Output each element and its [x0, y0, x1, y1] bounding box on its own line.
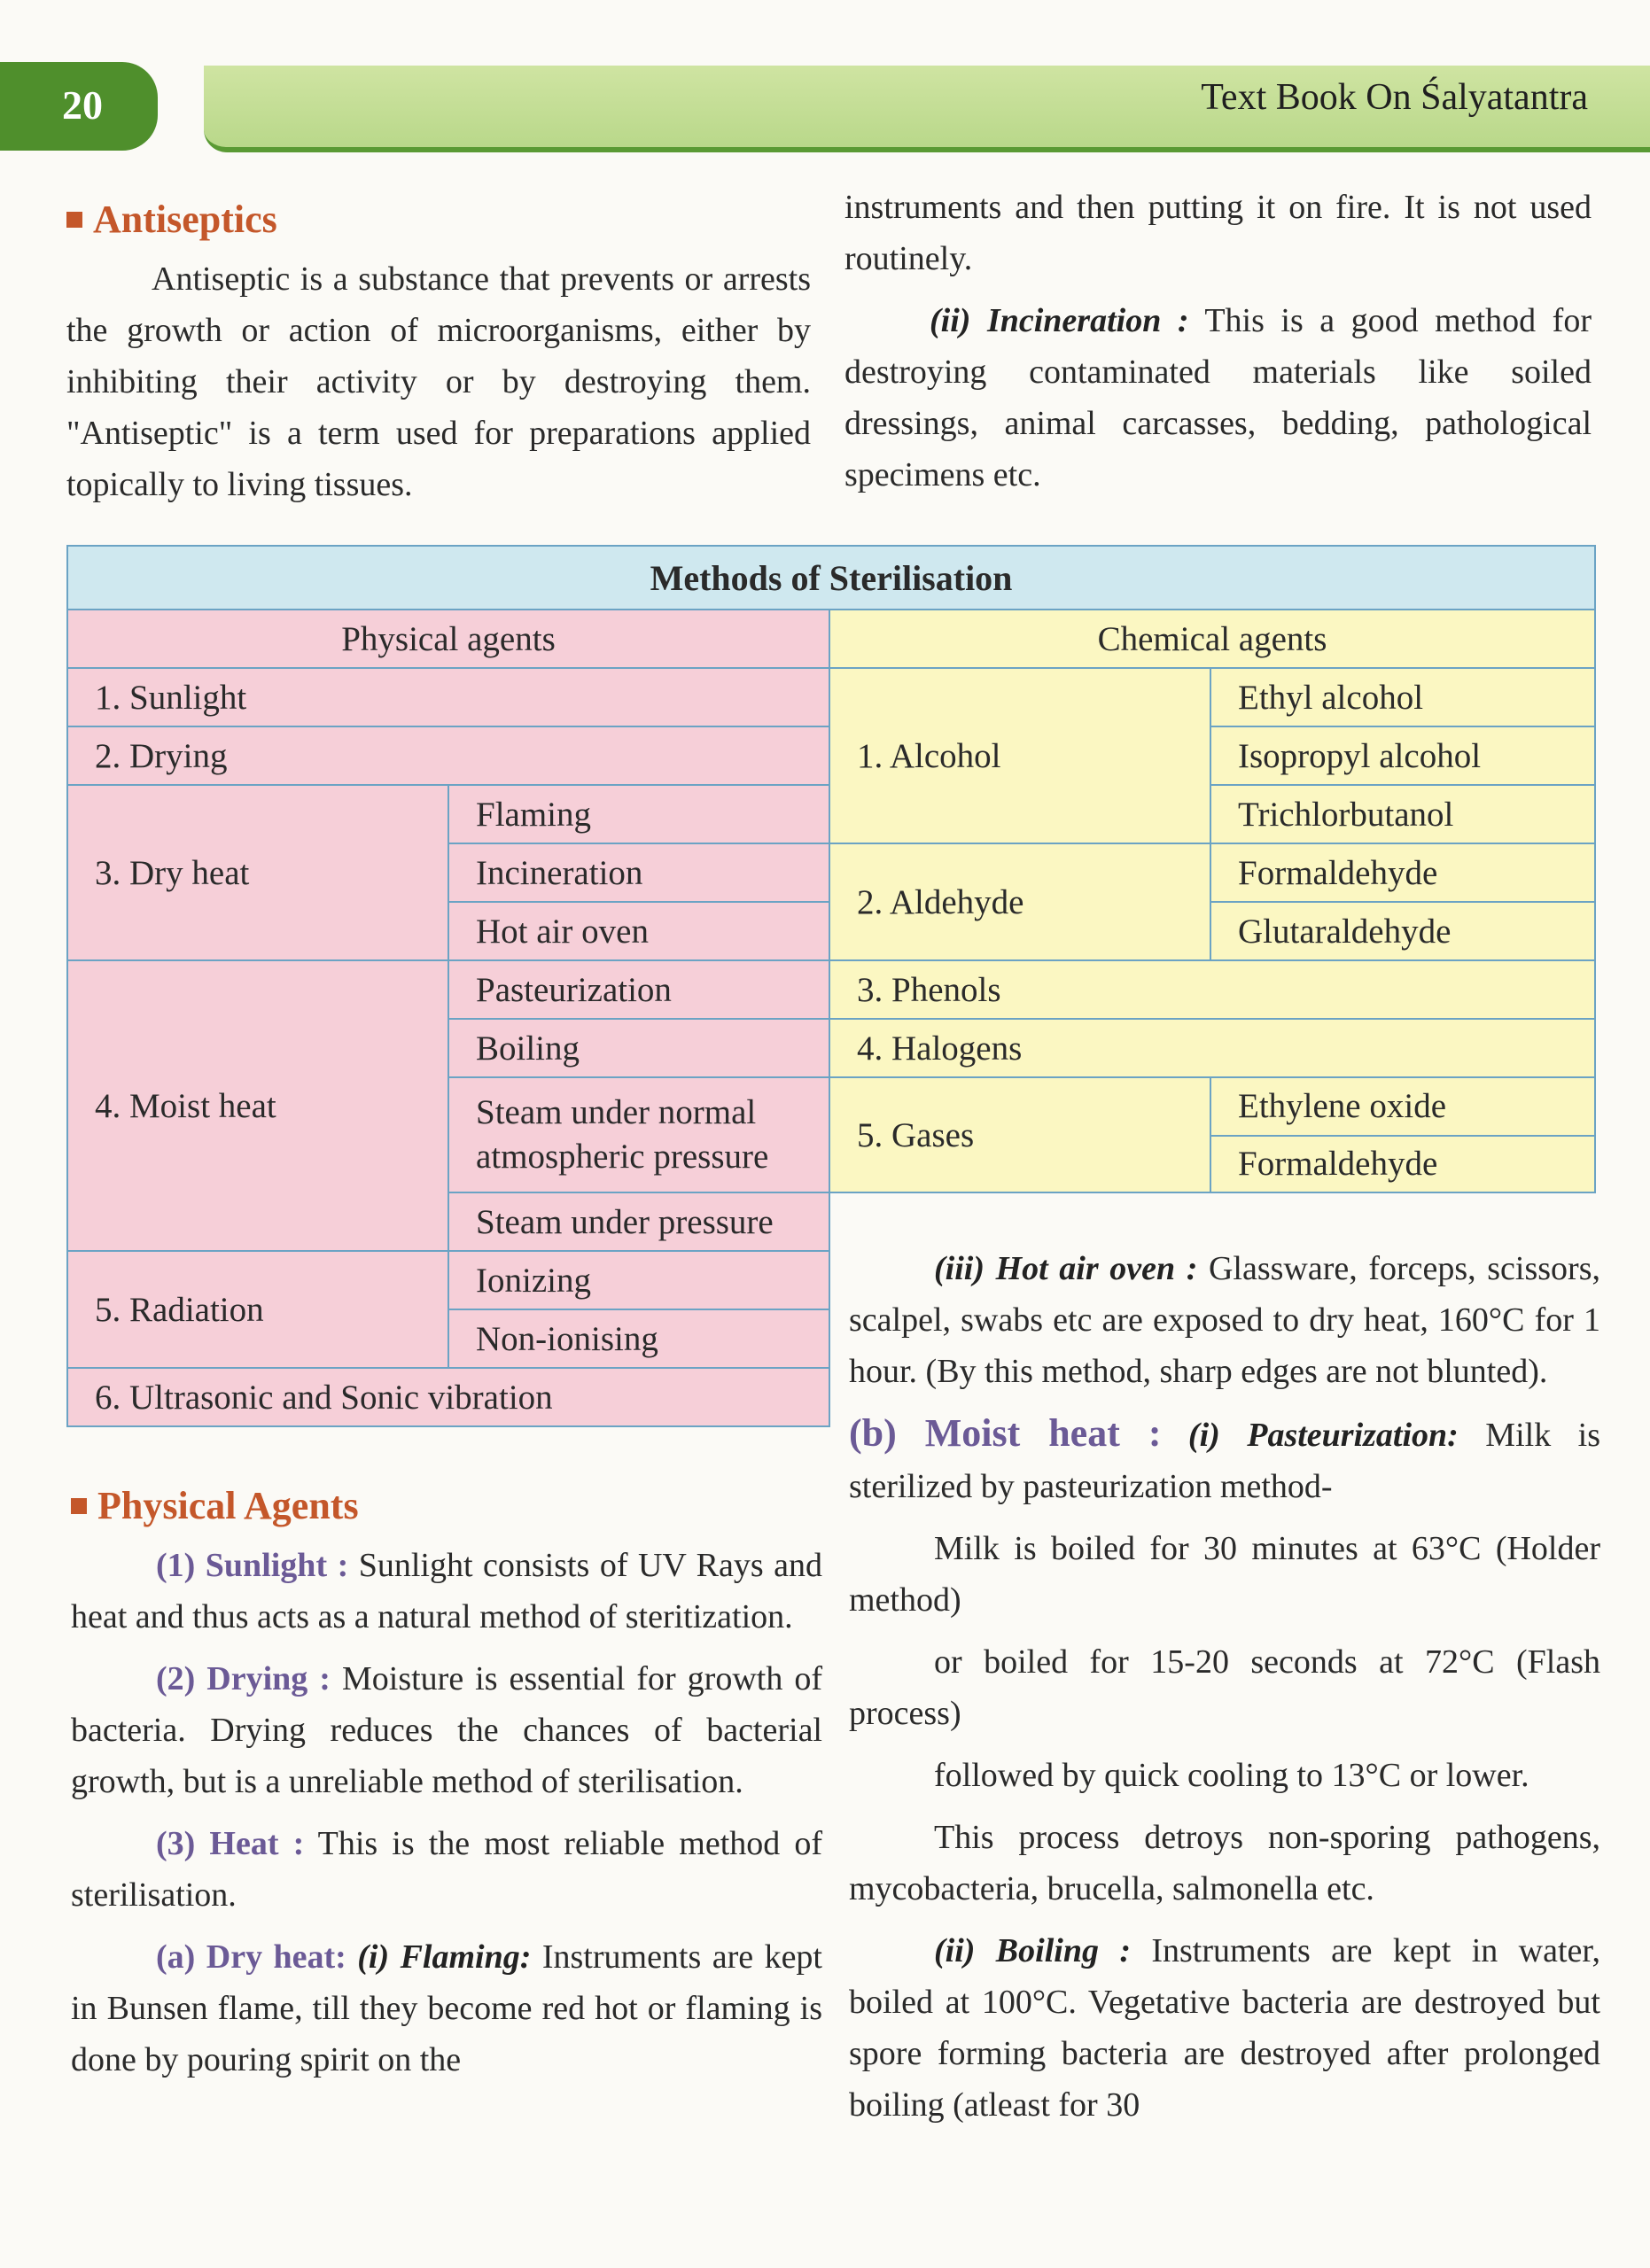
process-paragraph: This process detroys non-sporing pathogens, mycobacteria, brucella, salmonella etc. — [849, 1819, 1600, 1907]
cell-aldehyde: 2. Aldehyde — [829, 843, 1210, 960]
gases-subcells — [1210, 1077, 1595, 1192]
book-title: Text Book On Śalyatantra — [1201, 77, 1588, 118]
antiseptics-paragraph: Antiseptic is a substance that prevents or arrests the growth or action of microorganisms, either by inhibiting their activity or by destroying them. "Antiseptic" is a term used for preparations applied topically to living tissues. — [66, 260, 811, 503]
cell-hot-air-oven: Hot air oven — [448, 902, 829, 960]
square-bullet-icon — [66, 212, 82, 228]
cell-isopropyl-alcohol: Isopropyl alcohol — [1210, 726, 1595, 785]
cell-ethyl-alcohol: Ethyl alcohol — [1210, 668, 1595, 726]
dry-heat-paragraph — [71, 1931, 822, 2085]
cell-trichlorbutanol: Trichlorbutanol — [1210, 785, 1595, 843]
cooling-paragraph: followed by quick cooling to 13°C or lower. — [934, 1757, 1529, 1794]
flaming-text: Instruments are kept in Bunsen flame, till they become red hot or flaming is done by pouring spirit on the — [71, 1938, 822, 2078]
incineration-section — [844, 182, 1592, 501]
square-bullet-icon — [71, 1498, 87, 1514]
physical-agents-heading: Physical Agents — [71, 1481, 822, 1531]
antiseptics-section — [66, 195, 811, 510]
flaming-continuation: instruments and then putting it on fire. It is not used routinely. — [844, 189, 1592, 277]
table-title: Methods of Sterilisation — [67, 546, 1595, 610]
chemical-agents-header: Chemical agents — [829, 610, 1595, 668]
cell-formaldehyde-2: Formaldehyde — [1238, 1145, 1438, 1183]
cell-ethylene-oxide: Ethylene oxide — [1211, 1078, 1594, 1137]
pasteurization-label: (i) Pasteurization: — [1161, 1417, 1459, 1454]
incineration-text: This is a good method for destroying contaminated materials like soiled dressings, animal carcasses, bedding, pathological specimens etc. — [844, 302, 1592, 493]
flash-process-paragraph: or boiled for 15-20 seconds at 72°C (Flash process) — [849, 1643, 1600, 1732]
cell-drying: 2. Drying — [67, 726, 829, 785]
heat-text: This is the most reliable method of sterilisation. — [71, 1825, 822, 1914]
dry-heat-label: (a) Dry heat: — [156, 1938, 346, 1976]
sunlight-text: Sunlight consists of UV Rays and heat and thus acts as a natural method of steritization. — [71, 1547, 822, 1635]
cell-ionizing: Ionizing — [448, 1251, 829, 1309]
sunlight-label: (1) Sunlight : — [156, 1547, 349, 1584]
pasteurization-text: Milk is sterilized by pasteurization method- — [849, 1417, 1600, 1505]
cell-moist-heat: 4. Moist heat — [67, 960, 448, 1251]
cell-formaldehyde-1: Formaldehyde — [1210, 843, 1595, 902]
hot-air-oven-paragraph — [849, 1243, 1600, 1397]
moist-heat-paragraph — [849, 1408, 1600, 1512]
cell-steam-pressure: Steam under pressure — [448, 1192, 829, 1251]
incineration-paragraph — [844, 295, 1592, 501]
cell-dry-heat: 3. Dry heat — [67, 785, 448, 960]
physical-agents-header: Physical agents — [67, 610, 829, 668]
cell-alcohol: 1. Alcohol — [829, 668, 1210, 843]
antiseptics-heading: Antiseptics — [66, 195, 811, 245]
heat-paragraph — [71, 1818, 822, 1921]
cell-ultrasonic: 6. Ultrasonic and Sonic vibration — [67, 1368, 829, 1426]
heat-methods-section — [849, 1243, 1600, 2141]
cell-phenols: 3. Phenols — [829, 960, 1595, 1019]
cell-steam-normal: Steam under normal atmospheric pressure — [448, 1077, 829, 1192]
page-number: 20 — [62, 82, 103, 128]
drying-paragraph — [71, 1653, 822, 1807]
holder-method-paragraph: Milk is boiled for 30 minutes at 63°C (Holder method) — [849, 1530, 1600, 1619]
cell-non-ionising: Non-ionising — [448, 1309, 829, 1368]
cell-gases: 5. Gases — [829, 1077, 1210, 1192]
cell-boiling: Boiling — [448, 1019, 829, 1077]
cell-sunlight: 1. Sunlight — [67, 668, 829, 726]
moist-heat-label: (b) Moist heat : — [849, 1411, 1162, 1455]
boiling-paragraph — [849, 1925, 1600, 2131]
drying-text: Moisture is essential for growth of bacteria. Drying reduces the chances of bacterial growth, but is a unreliable method of sterilisation. — [71, 1660, 822, 1800]
hot-air-oven-text: Glassware, forceps, scissors, scalpel, swabs etc are exposed to dry heat, 160°C for 1 hour. (By this method, sharp edges are not blunted). — [849, 1250, 1600, 1390]
boiling-text: Instruments are kept in water, boiled at 100°C. Vegetative bacteria are destroyed but spore forming bacteria are destroyed after prolonged boiling (atleast for 30 — [849, 1932, 1600, 2124]
flaming-label: (i) Flaming: — [346, 1938, 532, 1976]
cell-flaming: Flaming — [448, 785, 829, 843]
cell-incineration: Incineration — [448, 843, 829, 902]
cell-halogens: 4. Halogens — [829, 1019, 1595, 1077]
cell-pasteurization: Pasteurization — [448, 960, 829, 1019]
heat-label: (3) Heat : — [156, 1825, 305, 1862]
incineration-label: (ii) Incineration : — [930, 302, 1189, 339]
sunlight-paragraph — [71, 1540, 822, 1643]
cell-glutaraldehyde: Glutaraldehyde — [1210, 902, 1595, 960]
hot-air-oven-label: (iii) Hot air oven : — [934, 1250, 1198, 1287]
drying-label: (2) Drying : — [156, 1660, 331, 1697]
cell-radiation: 5. Radiation — [67, 1251, 448, 1368]
physical-agents-section — [71, 1481, 822, 2096]
boiling-label: (ii) Boiling : — [934, 1932, 1131, 1969]
